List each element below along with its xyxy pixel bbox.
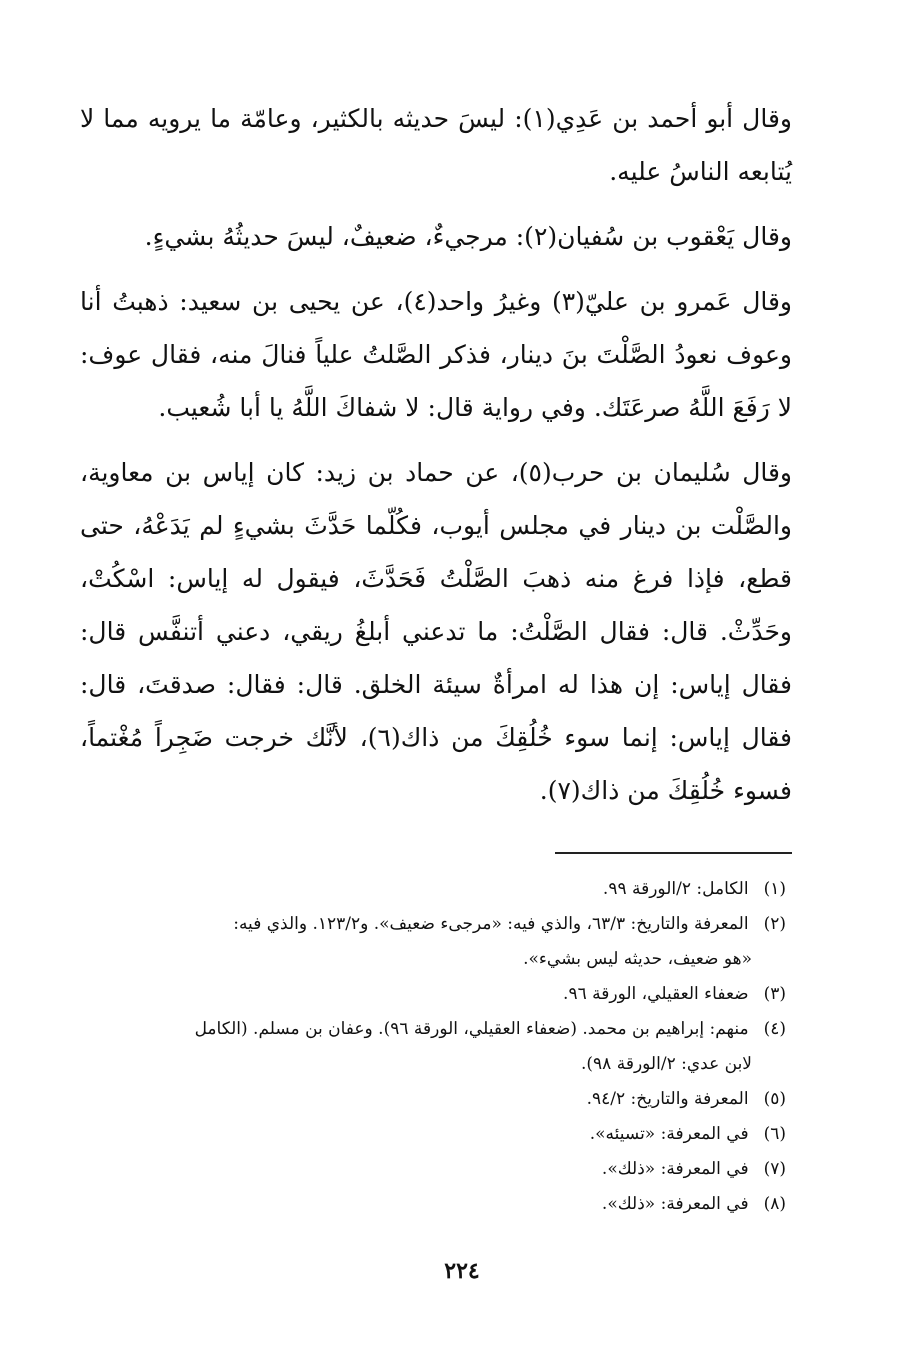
footnote-text: ضعفاء العقيلي، الورقة ٩٦. <box>563 984 749 1004</box>
footnote-divider <box>555 852 792 854</box>
footnote-text: المعرفة والتاريخ: ٩٤/٢. <box>586 1089 749 1109</box>
footnote-4 <box>80 1012 786 1082</box>
paragraph-4: وقال سُليمان بن حرب(٥)، عن حماد بن زيد: كان إياس بن معاوية، والصَّلْت بن دينار في مجلس أيوب، فكُلّما حَدَّثَ بشيءٍ لم يَدَعْهُ، حتى قطع، فإذا فرغ منه ذهبَ الصَّلْتُ فَحَدَّثَ، فيقول له إياس: اسْكُتْ، وحَدِّثْ. قال: فقال الصَّلْتُ: ما تدعني أبلغُ ريقي، دعني أتنفَّس قال: فقال إياس: إن هذا له امرأةٌ سيئة الخلق. قال: فقال: صدقتَ، قال: فقال إياس: إنما سوء خُلُقِكَ من ذاك(٦)، لأنَّك خرجت ضَجِراً مُغْتماً، فسوء خُلُقِكَ من ذاك(٧). <box>80 458 793 805</box>
footnote-number: (٥) <box>763 1089 786 1109</box>
footnote-text-continued: «هو ضعيف، حديثه ليس بشيء». <box>523 949 752 969</box>
footnote-text: الكامل: ٢/الورقة ٩٩. <box>602 879 749 899</box>
footnote-number: (٢) <box>763 914 786 934</box>
footnote-number: (٤) <box>763 1019 786 1039</box>
footnote-number: (٨) <box>763 1194 786 1214</box>
footnote-text-continued: لابن عدي: ٢/الورقة ٩٨). <box>580 1054 752 1074</box>
footnote-text: في المعرفة: «ذلك». <box>601 1159 749 1179</box>
page-number: ٢٢٤ <box>444 1258 480 1284</box>
main-text <box>80 92 792 817</box>
footnote-text: في المعرفة: «ذلك». <box>601 1194 749 1214</box>
footnote-number: (٦) <box>763 1124 786 1144</box>
footnote-text: منهم: إبراهيم بن محمد. (ضعفاء العقيلي، الورقة ٩٦). وعفان بن مسلم. (الكامل <box>194 1019 749 1039</box>
footnote-1 <box>80 872 786 907</box>
paragraph-3: وقال عَمرو بن عليّ(٣) وغيرُ واحد(٤)، عن يحيى بن سعيد: ذهبتُ أنا وعوف نعودُ الصَّلْتَ بنَ دينار، فذكر الصَّلتُ علياً فنالَ منه، فقال عوف: لا رَفَعَ اللَّهُ صرعَتَك. وفي رواية قال: لا شفاكَ اللَّهُ يا أبا شُعيب. <box>80 287 793 422</box>
footnote-2 <box>80 907 786 977</box>
footnote-8 <box>80 1187 786 1222</box>
footnote-text: في المعرفة: «تسيئه». <box>589 1124 749 1144</box>
footnote-number: (١) <box>763 879 786 899</box>
paragraph-2: وقال يَعْقوب بن سُفيان(٢): مرجيءٌ، ضعيفٌ، ليسَ حديثُهُ بشيءٍ. <box>144 222 792 251</box>
footnote-3 <box>80 977 786 1012</box>
footnote-number: (٧) <box>763 1159 786 1179</box>
paragraph-1: وقال أبو أحمد بن عَدِي(١): ليسَ حديثه بالكثير، وعامّة ما يرويه مما لا يُتابعه الناسُ عليه. <box>80 104 792 186</box>
footnote-text: المعرفة والتاريخ: ٦٣/٣، والذي فيه: «مرجىء ضعيف». و١٢٣/٢. والذي فيه: <box>233 914 749 934</box>
footnote-7 <box>80 1152 786 1187</box>
footnote-5 <box>80 1082 786 1117</box>
footnote-6 <box>80 1117 786 1152</box>
footnotes <box>80 872 786 1222</box>
footnote-number: (٣) <box>763 984 786 1004</box>
